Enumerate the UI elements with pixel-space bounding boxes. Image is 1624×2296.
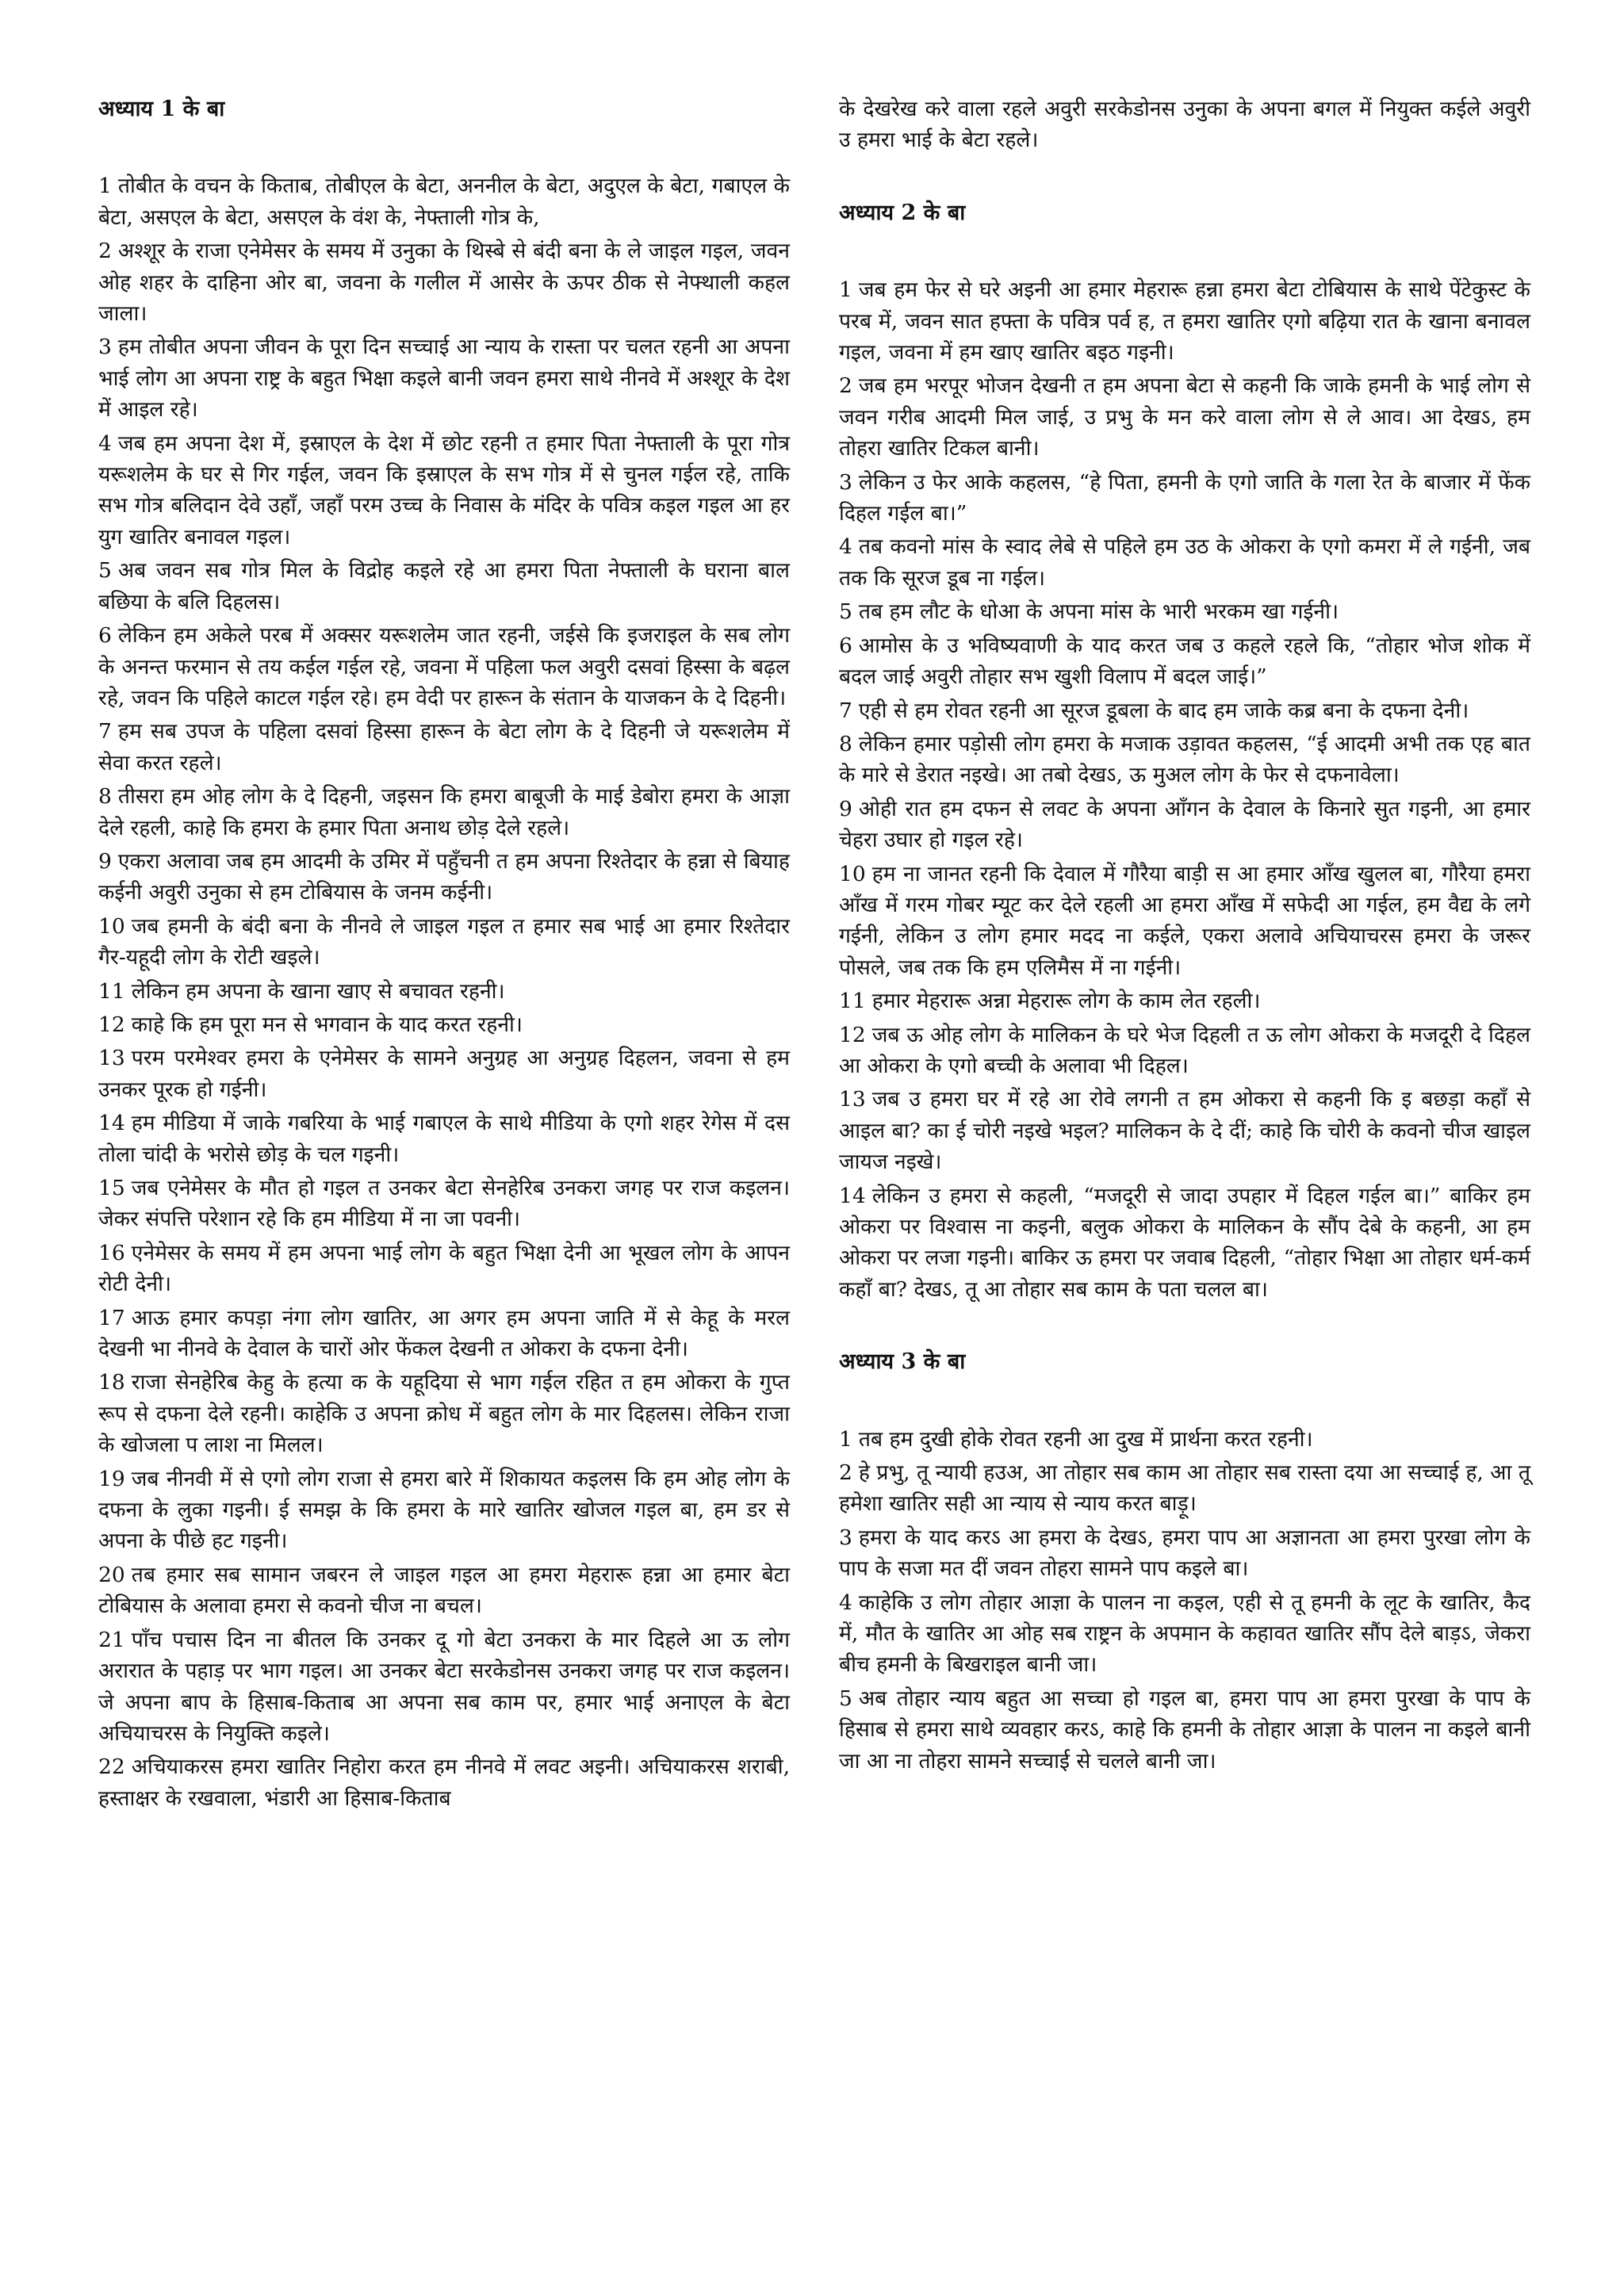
- verse-number: 20: [98, 1562, 125, 1587]
- verse: [98, 1173, 790, 1235]
- verse: [839, 794, 1530, 856]
- verse: [839, 467, 1530, 530]
- verse: [98, 1238, 790, 1300]
- verse: [839, 274, 1530, 368]
- chapter-3-heading: अध्याय 3 के बा: [839, 1349, 966, 1375]
- verse-number: 3: [839, 1525, 852, 1550]
- verse-number: 8: [98, 784, 112, 809]
- verse-text: लेकिन हमार पड़ोसी लोग हमरा के मजाक उड़ावत कहलस, “ई आदमी अभी तक एह बात के मारे से डेरात नइखे। आ तबो देखऽ, ऊ मुअल लोग के फेर से दफनावेला।: [839, 731, 1530, 788]
- verse: [98, 170, 790, 233]
- verse: [98, 1624, 790, 1750]
- verse: [839, 1587, 1530, 1681]
- verse-text: हमरा के याद करऽ आ हमरा के देखऽ, हमरा पाप आ अज्ञानता आ हमरा पुरखा लोग के पाप के सजा मत दीं जवन तोहरा सामने पाप कइले बा।: [839, 1525, 1530, 1582]
- verse-text: अश्शूर के राजा एनेमेसर के समय में उनुका के थिस्बे से बंदी बना के ले जाइल गइल, जवन ओह शहर के दाहिना ओर बा, जवना के गलील में आसेर के ऊपर ठीक से नेफ्थाली कहल जाला।: [98, 239, 790, 327]
- verse: [98, 846, 790, 909]
- verse-number: 9: [839, 796, 852, 821]
- verse-number: 7: [839, 698, 852, 723]
- verse-text: पाँच पचास दिन ना बीतल कि उनकर दू गो बेटा उनकरा के मार दिहले आ ऊ लोग अरारात के पहाड़ पर भाग गइल। आ उनकर बेटा सरकेडोनस उनकरा जगह पर राज कइलन। जे अपना बाप के हिसाब-किताब आ अपना सब काम पर, हमार भाई अनाएल के बेटा अचियाचरस के नियुक्ति कइले।: [98, 1627, 790, 1746]
- verse-text: जब हमनी के बंदी बना के नीनवे ले जाइल गइल त हमार सब भाई आ हमार रिश्तेदार गैर-यहूदी लोग के रोटी खइले।: [98, 913, 790, 970]
- left-column: [98, 94, 790, 2296]
- verse-text: राजा सेनहेरिब केहु के हत्या क के यहूदिया से भाग गईल रहित त हम ओकरा के गुप्त रूप से दफना देले रहनी। काहेकि उ अपना क्रोध में बहुत लोग के मार दिहलस। लेकिन राजा के खोजला प लाश ना मिलल।: [98, 1370, 790, 1458]
- verse-text: जब नीनवी में से एगो लोग राजा से हमरा बारे में शिकायत कइलस कि हम ओह लोग के दफना के लुका गइनी। ई समझ के कि हमरा के मारे खातिर खोजल गइल बा, हम डर से अपना के पीछे हट गइनी।: [98, 1466, 790, 1554]
- verse-text: आऊ हमार कपड़ा नंगा लोग खातिर, आ अगर हम अपना जाति में से केहू के मरल देखनी भा नीनवे के देवाल के चारों ओर फेंकल देखनी त ओकरा के दफना देनी।: [98, 1305, 790, 1362]
- verse-text: तीसरा हम ओह लोग के दे दिहनी, जइसन कि हमरा बाबूजी के माई डेबोरा हमरा के आज्ञा देले रहली, काहे कि हमरा के हमार पिता अनाथ छोड़ देले रहले।: [98, 784, 790, 840]
- verse-text: जब हम फेर से घरे अइनी आ हमार मेहरारू हन्ना हमरा बेटा टोबियास के साथे पेंटेकुस्ट के परब में, जवन सात हफ्ता के पवित्र पर्व ह, त हमरा खातिर एगो बढ़िया रात के खाना बनावल गइल, जवना में हम खाए खातिर बइठ गइनी।: [839, 277, 1530, 365]
- verse-number: 6: [839, 633, 852, 658]
- verse-text: काहे कि हम पूरा मन से भगवान के याद करत रहनी।: [131, 1012, 523, 1037]
- continuation-text: के देखरेख करे वाला रहले अवुरी सरकेडोनस उनुका के अपना बगल में नियुक्त कईले अवुरी उ हमरा भाई के बेटा रहले।: [839, 97, 1530, 153]
- verse: [98, 911, 790, 974]
- verse: [839, 729, 1530, 791]
- verse-number: 13: [98, 1046, 125, 1071]
- chapter-1-verses: [98, 170, 790, 1814]
- verse-number: 8: [839, 731, 852, 756]
- verse-number: 4: [839, 534, 852, 560]
- verse: [839, 1683, 1530, 1777]
- verse: [98, 1367, 790, 1460]
- verse-number: 22: [98, 1755, 125, 1780]
- verse-text: हम तोबीत अपना जीवन के पूरा दिन सच्चाई आ न्याय के रास्ता पर चलत रहनी आ अपना भाई लोग आ अपना राष्ट्र के बहुत भिक्षा कइले बानी जवन हमरा साथे नीनवे में अश्शूर के देश में आइल रहे।: [98, 335, 790, 423]
- verse-number: 2: [839, 373, 852, 399]
- verse-number: 1: [839, 277, 852, 303]
- verse-text: जब हम अपना देश में, इस्राएल के देश में छोट रहनी त हमार पिता नेफ्ताली के पूरा गोत्र यरूशलेम के घर से गिर गईल, जवन कि इस्राएल के सभ गोत्र में से चुनल गईल रहे, ताकि सभ गोत्र बलिदान देवे उहाँ, जहाँ परम उच्च के निवास के मंदिर के पवित्र कइल गइल आ हर युग खातिर बनावल गइल।: [98, 430, 790, 549]
- verse-number: 17: [98, 1305, 125, 1330]
- verse-text: हम सब उपज के पहिला दसवां हिस्सा हारून के बेटा लोग के दे दिहनी जे यरूशलेम में सेवा करत रहले।: [98, 719, 790, 775]
- verse-text: आमोस के उ भविष्यवाणी के याद करत जब उ कहले रहले कि, “तोहार भोज शोक में बदल जाई अवुरी तोहार सभ खुशी विलाप में बदल जाई।”: [839, 633, 1530, 690]
- chapter-1-heading: अध्याय 1 के बा: [98, 97, 225, 121]
- verse-number: 21: [98, 1627, 125, 1652]
- verse: [98, 1303, 790, 1365]
- verse-text: लेकिन हम अपना के खाना खाए से बचावत रहनी।: [131, 978, 505, 1004]
- verse-text: तब हमार सब सामान जबरन ले जाइल गइल आ हमरा मेहरारू हन्ना आ हमार बेटा टोबियास के अलावा हमरा से कवनो चीज ना बचल।: [98, 1562, 790, 1619]
- verse-text: हम ना जानत रहनी कि देवाल में गौरैया बाड़ी स आ हमार आँख खुलल बा, गौरैया हमरा आँख में गरम गोबर म्यूट कर देले रहली आ हमरा आँख में सफेदी आ गईल, हम वैद्य के लगे गईनी, लेकिन उ लोग हमार मदद ना कईले, एकरा अलावे अचियाचरस हमरा के जरूर पोसले, जब तक कि हम एलिमैस में ना गईनी।: [839, 861, 1530, 980]
- verse-number: 10: [839, 861, 866, 886]
- verse: [98, 1751, 790, 1814]
- verse: [839, 370, 1530, 464]
- verse: [839, 1084, 1530, 1177]
- verse-number: 4: [839, 1590, 852, 1615]
- verse: [839, 1020, 1530, 1082]
- verse-number: 12: [98, 1012, 125, 1037]
- verse-number: 9: [98, 848, 112, 874]
- verse: [98, 781, 790, 844]
- verse-number: 10: [98, 913, 125, 939]
- verse-number: 16: [98, 1240, 125, 1265]
- verse-number: 2: [98, 239, 112, 264]
- verse-text: हे प्रभु, तू न्यायी हउअ, आ तोहार सब काम आ तोहार सब रास्ता दया आ सच्चाई ह, आ तू हमेशा खातिर सही आ न्याय से न्याय करत बाड़ू।: [839, 1460, 1530, 1517]
- verse: [839, 596, 1530, 627]
- verse-text: अचियाकरस हमरा खातिर निहोरा करत हम नीनवे में लवट अइनी। अचियाकरस शराबी, हस्ताक्षर के रखवाला, भंडारी आ हिसाब-किताब: [98, 1755, 790, 1811]
- verse-number: 5: [98, 558, 112, 584]
- verse: [839, 1424, 1530, 1455]
- verse-number: 5: [839, 1686, 852, 1711]
- verse: [839, 1457, 1530, 1520]
- verse: [839, 630, 1530, 693]
- verse: [839, 1522, 1530, 1585]
- verse-text: जब हम भरपूर भोजन देखनी त हम अपना बेटा से कहनी कि जाके हमनी के भाई लोग से जवन गरीब आदमी मिल जाई, उ प्रभु के मन करे वाला लोग से ले आव। आ देखऽ, हम तोहरा खातिर टिकल बानी।: [839, 373, 1530, 461]
- verse-text: जब एनेमेसर के मौत हो गइल त उनकर बेटा सेनहेरिब उनकरा जगह पर राज कइलन। जेकर संपत्ति परेशान रहे कि हम मीडिया में ना जा पवनी।: [98, 1176, 790, 1232]
- verse: [839, 695, 1530, 726]
- verse: [98, 620, 790, 714]
- verse-text: हम मीडिया में जाके गबरिया के भाई गबाएल के साथे मीडिया के एगो शहर रेगेस में दस तोला चांदी के भरोसे छोड़ के चल गइनी।: [98, 1111, 790, 1167]
- verse-number: 6: [98, 623, 112, 649]
- verse-text: एकरा अलावा जब हम आदमी के उमिर में पहुँचनी त हम अपना रिश्तेदार के हन्ना से बियाह कईनी अवुरी उनुका से हम टोबियास के जनम कईनी।: [98, 848, 790, 905]
- verse: [839, 985, 1530, 1016]
- verse-text: लेकिन हम अकेले परब में अक्सर यरूशलेम जात रहनी, जईसे कि इजराइल के सब लोग के अनन्त फरमान से तय कईल गईल रहे, जवना में पहिला फल अवुरी दसवां हिस्सा के बढ़ल रहे, जवन कि पहिले काटल गईल रहे। हम वेदी पर हारून के संतान के याजकन के दे दिहनी।: [98, 623, 790, 710]
- verse: [98, 1009, 790, 1040]
- verse: [98, 555, 790, 618]
- verse-number: 19: [98, 1466, 125, 1491]
- verse-number: 4: [98, 430, 112, 456]
- verse-text: तब हम लौट के धोआ के अपना मांस के भारी भरकम खा गईनी।: [858, 599, 1339, 625]
- verse: [98, 1043, 790, 1105]
- verse-text: अब जवन सब गोत्र मिल के विद्रोह कइले रहे आ हमरा पिता नेफ्ताली के घराना बाल बछिया के बलि दिहलस।: [98, 558, 790, 614]
- verse-text: लेकिन उ हमरा से कहली, “मजदूरी से जादा उपहार में दिहल गईल बा।” बाकिर हम ओकरा पर विश्वास ना कइनी, बलुक ओकरा के मालिकन के सौंप देबे के कहनी, आ हम ओकरा पर लजा गइनी। बाकिर ऊ हमरा पर जवाब दिहली, “तोहार भिक्षा आ तोहार धर्म-कर्म कहाँ बा? देखऽ, तू आ तोहार सब काम के पता चलल बा।: [839, 1183, 1530, 1302]
- verse-text: तब कवनो मांस के स्वाद लेबे से पहिले हम उठ के ओकरा के एगो कमरा में ले गईनी, जब तक कि सूरज डूब ना गईल।: [839, 534, 1530, 591]
- verse-number: 12: [839, 1022, 866, 1047]
- verse-text: काहेकि उ लोग तोहार आज्ञा के पालन ना कइल, एही से तू हमनी के लूट के खातिर, कैद में, मौत के खातिर आ ओह सब राष्ट्रन के अपमान के कहावत खातिर सौंप देले बाड़ऽ, जेकरा बीच हमनी के बिखराइल बानी जा।: [839, 1590, 1530, 1678]
- verse-text: परम परमेश्वर हमरा के एनेमेसर के सामने अनुग्रह आ अनुग्रह दिहलन, जवना से हम उनकर पूरक हो गईनी।: [98, 1046, 790, 1102]
- verse-text: हमार मेहरारू अन्ना मेहरारू लोग के काम लेत रहली।: [871, 989, 1261, 1014]
- verse-text: तोबीत के वचन के किताब, तोबीएल के बेटा, अननील के बेटा, अदुएल के बेटा, गबाएल के बेटा, असएल के बेटा, असएल के वंश के, नेफ्ताली गोत्र के,: [98, 174, 790, 230]
- verse-number: 3: [98, 335, 112, 360]
- verse: [98, 1108, 790, 1170]
- chapter-2-heading: अध्याय 2 के बा: [839, 200, 966, 225]
- verse-number: 11: [839, 989, 866, 1014]
- verse-number: 13: [839, 1087, 866, 1112]
- verse-text: ओही रात हम दफन से लवट के अपना आँगन के देवाल के किनारे सुत गइनी, आ हमार चेहरा उघार हो गइल रहे।: [839, 796, 1530, 853]
- chapter-3-verses: [839, 1424, 1530, 1777]
- verse-number: 18: [98, 1370, 125, 1395]
- right-column: [839, 94, 1530, 2296]
- verse-number: 1: [98, 174, 112, 199]
- verse-number: 2: [839, 1460, 852, 1486]
- verse: [98, 331, 790, 425]
- verse-number: 11: [98, 978, 125, 1004]
- chapter-2-verses: [839, 274, 1530, 1305]
- verse: [839, 1181, 1530, 1306]
- verse: [839, 531, 1530, 594]
- verse-number: 15: [98, 1176, 125, 1200]
- verse-text: अब तोहार न्याय बहुत आ सच्चा हो गइल बा, हमरा पाप आ हमरा पुरखा के पाप के हिसाब से हमरा साथे व्यवहार करऽ, काहे कि हमनी के तोहार आज्ञा के पालन ना कइले बानी जा आ ना तोहरा सामने सच्चाई से चलले बानी जा।: [839, 1686, 1530, 1774]
- verse-text: जब उ हमरा घर में रहे आ रोवे लगनी त हम ओकरा से कहनी कि इ बछड़ा कहाँ से आइल बा? का ई चोरी नइखे भइल? मालिकन के दे दीं; काहे कि चोरी के कवनो चीज खाइल जायज नइखे।: [839, 1087, 1530, 1175]
- verse-text: एही से हम रोवत रहनी आ सूरज डूबला के बाद हम जाके कब्र बना के दफना देनी।: [858, 698, 1469, 723]
- verse: [98, 1464, 790, 1557]
- verse: [839, 859, 1530, 984]
- verse-number: 5: [839, 599, 852, 625]
- verse-number: 14: [839, 1183, 866, 1208]
- verse-text: एनेमेसर के समय में हम अपना भाई लोग के बहुत भिक्षा देनी आ भूखल लोग के आपन रोटी देनी।: [98, 1240, 790, 1297]
- verse-number: 14: [98, 1111, 125, 1136]
- verse-text: तब हम दुखी होके रोवत रहनी आ दुख में प्रार्थना करत रहनी।: [858, 1426, 1313, 1452]
- verse: [98, 428, 790, 553]
- verse: [98, 976, 790, 1007]
- verse-number: 7: [98, 719, 112, 744]
- verse: [98, 1559, 790, 1622]
- verse: [98, 235, 790, 329]
- verse-number: 1: [839, 1426, 852, 1452]
- verse: [98, 716, 790, 779]
- verse-text: जब ऊ ओह लोग के मालिकन के घरे भेज दिहली त ऊ लोग ओकरा के मजदूरी दे दिहल आ ओकरा के एगो बच्ची के अलावा भी दिहल।: [839, 1022, 1530, 1078]
- verse-text: लेकिन उ फेर आके कहलस, “हे पिता, हमनी के एगो जाति के गला रेत के बाजार में फेंक दिहल गईल बा।”: [839, 469, 1530, 526]
- verse-number: 3: [839, 469, 852, 495]
